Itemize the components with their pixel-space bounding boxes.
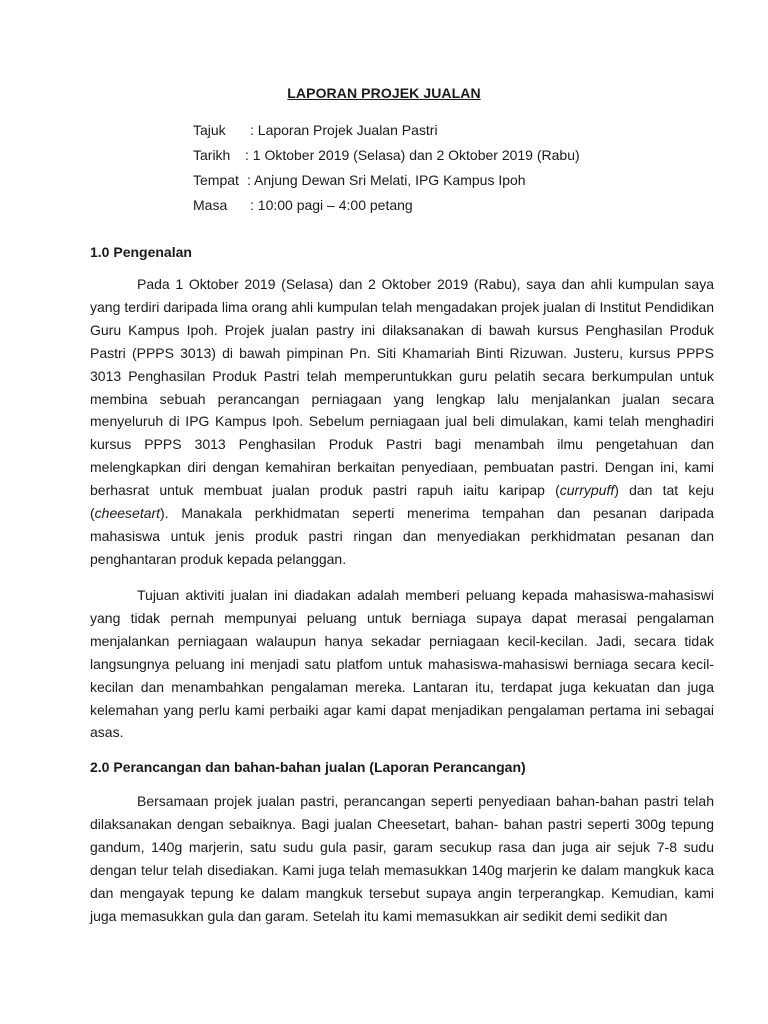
meta-row-tempat <box>193 168 580 193</box>
meta-label-tarikh: Tarikh <box>193 147 231 163</box>
document-title: LAPORAN PROJEK JUALAN <box>287 85 481 101</box>
paragraph-1-italic-currypuff: currypuff <box>559 482 615 499</box>
meta-value-tempat: : Anjung Dewan Sri Melati, IPG Kampus Ipoh <box>247 172 526 188</box>
report-metadata <box>193 118 580 218</box>
section-1-paragraph-1 <box>90 273 714 571</box>
meta-row-tarikh <box>193 143 580 168</box>
section-2-heading: 2.0 Perancangan dan bahan-bahan jualan (Laporan Perancangan) <box>90 759 526 775</box>
section-2-paragraph-1: Bersamaan projek jualan pastri, perancangan seperti penyediaan bahan-bahan pastri telah dilaksanakan dengan sebaiknya. Bagi jualan Cheesetart, bahan- bahan pastri seperti 300g tepung gandum, 140g marjerin, satu sudu gula pasir, garam secukup rasa dan juga air sejuk 7-8 sudu dengan telur telah disediakan. Kami juga telah memasukkan 140g marjerin ke dalam mangkuk kaca dan mengayak tepung ke dalam mangkuk tersebut supaya angin terperangkap. Kemudian, kami juga memasukkan gula dan garam. Setelah itu kami memasukkan air sedikit demi sedikit dan <box>90 793 714 924</box>
meta-row-masa <box>193 193 580 218</box>
paragraph-1-text-c: ). Manakala perkhidmatan seperti menerima tempahan dan pesanan daripada mahasiswa untuk jenis produk pastri ringan dan menyediakan perkhidmatan pesanan dan penghantaran produk kepada pelanggan. <box>90 505 714 567</box>
section-1-paragraph-2: Tujuan aktiviti jualan ini diadakan adalah memberi peluang kepada mahasiswa-mahasiswi yang tidak pernah mempunyai peluang untuk berniaga supaya dapat merasai pengalaman menjalankan perniagaan walaupun hanya sekadar perniagaan kecil-kecilan. Jadi, secara tidak langsungnya peluang ini menjadi satu platfom untuk mahasiswa-mahasiswi berniaga secara kecil-kecilan dan menambahkan pengalaman mereka. Lantaran itu, terdapat juga kekuatan dan juga kelemahan yang perlu kami perbaiki agar kami dapat menjadikan pengalaman pertama ini sebagai asas. <box>90 587 714 741</box>
meta-value-masa: : 10:00 pagi – 4:00 petang <box>250 197 413 213</box>
meta-label-masa: Masa <box>193 197 228 213</box>
paragraph-1-text-b: ) dan tat keju ( <box>90 482 715 522</box>
meta-value-tajuk: : Laporan Projek Jualan Pastri <box>250 122 438 138</box>
meta-label-tajuk: Tajuk <box>193 122 226 138</box>
meta-row-tajuk <box>193 118 580 143</box>
paragraph-1-italic-cheesetart: cheesetart <box>94 505 161 522</box>
section-1-heading: 1.0 Pengenalan <box>90 244 192 260</box>
meta-value-tarikh: : 1 Oktober 2019 (Selasa) dan 2 Oktober 2019 (Rabu) <box>245 147 580 163</box>
paragraph-1-text-a: Pada 1 Oktober 2019 (Selasa) dan 2 Oktober 2019 (Rabu), saya dan ahli kumpulan saya yang terdiri daripada lima orang ahli kumpulan telah mengadakan projek jualan di Institut Pendidikan Guru Kampus Ipoh. Projek jualan pastry ini dilaksanakan di bawah kursus Penghasilan Produk Pastri (PPPS 3013) di bawah pimpinan Pn. Siti Khamariah Binti Rizuwan. Justeru, kursus PPPS 3013 Penghasilan Produk Pastri telah memperuntukkan guru pelatih secara berkumpulan untuk membina sebuah perancangan perniagaan yang lengkap lalu menjalankan jualan secara menyeluruh di IPG Kampus Ipoh. Sebelum perniagaan jual beli dimulakan, kami telah menghadiri kursus PPPS 3013 Penghasilan Produk Pastri bagi menambah ilmu pengetahuan dan melengkapkan diri dengan kemahiran berkaitan penyediaan, pembuatan pastri. Dengan ini, kami berhasrat untuk membuat jualan produk pastri rapuh iaitu karipap ( <box>90 276 714 499</box>
meta-label-tempat: Tempat <box>193 172 239 188</box>
